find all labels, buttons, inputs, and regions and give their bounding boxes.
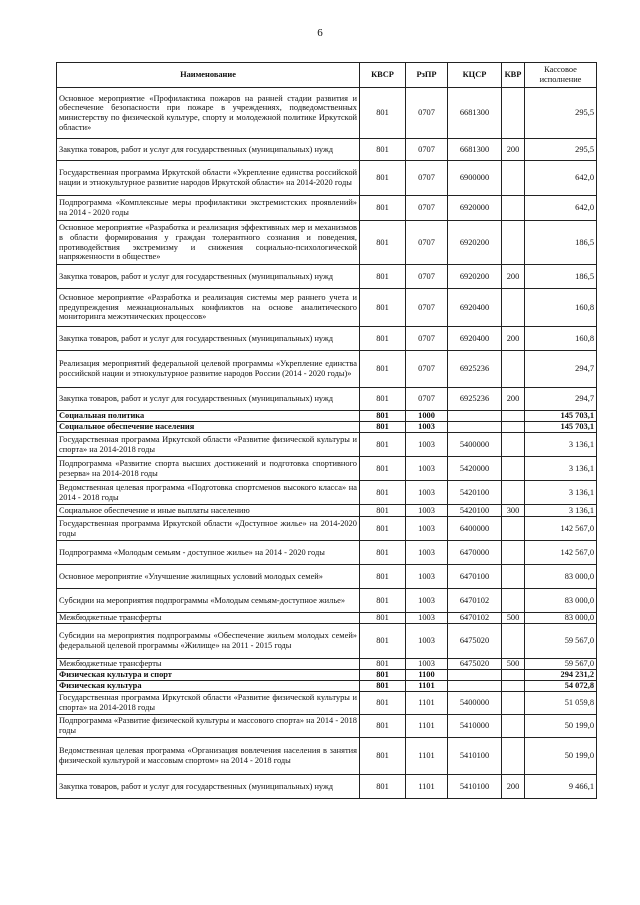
cell-sum: 83 000,0 — [525, 565, 597, 589]
table-row — [57, 624, 597, 659]
cell-kvr — [502, 351, 525, 388]
cell-kvsr: 801 — [360, 457, 406, 481]
cell-sum: 3 136,1 — [525, 433, 597, 457]
cell-sum: 186,5 — [525, 265, 597, 289]
cell-sum: 50 199,0 — [525, 738, 597, 775]
cell-kvr — [502, 457, 525, 481]
header-kcsr: КЦСР — [448, 63, 502, 88]
cell-kvr — [502, 289, 525, 327]
cell-kvsr: 801 — [360, 433, 406, 457]
cell-kcsr: 5410000 — [448, 715, 502, 738]
table-row — [57, 289, 597, 327]
cell-kcsr: 6920400 — [448, 289, 502, 327]
cell-kcsr: 6475020 — [448, 624, 502, 659]
cell-rzpr: 1003 — [406, 624, 448, 659]
cell-kvr — [502, 541, 525, 565]
cell-sum: 50 199,0 — [525, 715, 597, 738]
cell-sum: 9 466,1 — [525, 775, 597, 799]
cell-kcsr: 6470000 — [448, 541, 502, 565]
cell-sum: 3 136,1 — [525, 457, 597, 481]
cell-sum: 59 567,0 — [525, 624, 597, 659]
cell-kcsr: 6681300 — [448, 139, 502, 161]
table-row — [57, 670, 597, 681]
table-row — [57, 433, 597, 457]
cell-kvsr: 801 — [360, 422, 406, 433]
cell-kvr: 200 — [502, 388, 525, 411]
cell-sum: 142 567,0 — [525, 541, 597, 565]
table-row — [57, 411, 597, 422]
table-row — [57, 327, 597, 351]
cell-kvsr: 801 — [360, 289, 406, 327]
cell-name: Закупка товаров, работ и услуг для государственных (муниципальных) нужд — [57, 327, 360, 351]
cell-kcsr — [448, 681, 502, 692]
cell-kcsr: 6920200 — [448, 265, 502, 289]
cell-kvsr: 801 — [360, 589, 406, 613]
cell-name: Государственная программа Иркутской области «Развитие физической культуры и спорта» на 2014-2018 годы — [57, 692, 360, 715]
cell-kvsr: 801 — [360, 715, 406, 738]
cell-kvsr: 801 — [360, 624, 406, 659]
cell-kvsr: 801 — [360, 481, 406, 505]
cell-kvr: 300 — [502, 505, 525, 517]
cell-kvsr: 801 — [360, 327, 406, 351]
cell-kvsr: 801 — [360, 775, 406, 799]
table-row — [57, 161, 597, 196]
header-sum: Кассовое исполнение — [525, 63, 597, 88]
cell-sum: 145 703,1 — [525, 411, 597, 422]
cell-name: Государственная программа Иркутской области «Доступное жилье» на 2014-2020 годы — [57, 517, 360, 541]
cell-name: Закупка товаров, работ и услуг для государственных (муниципальных) нужд — [57, 388, 360, 411]
table-row — [57, 541, 597, 565]
cell-sum: 642,0 — [525, 196, 597, 221]
table-row — [57, 505, 597, 517]
cell-kvr: 200 — [502, 327, 525, 351]
cell-rzpr: 1003 — [406, 541, 448, 565]
cell-kcsr: 6925236 — [448, 351, 502, 388]
cell-name: Государственная программа Иркутской области «Укрепление единства российской нации и этнокультурное развитие народов Иркутской области» на 2014-2020 годы — [57, 161, 360, 196]
cell-name: Подпрограмма «Развитие физической культуры и массового спорта» на 2014 - 2018 годы — [57, 715, 360, 738]
cell-sum: 294,7 — [525, 351, 597, 388]
cell-kvsr: 801 — [360, 670, 406, 681]
cell-rzpr: 1003 — [406, 505, 448, 517]
cell-kcsr: 6900000 — [448, 161, 502, 196]
cell-rzpr: 1003 — [406, 422, 448, 433]
cell-name: Государственная программа Иркутской области «Развитие физической культуры и спорта» на 2014-2018 годы — [57, 433, 360, 457]
cell-kvsr: 801 — [360, 613, 406, 624]
cell-sum: 83 000,0 — [525, 613, 597, 624]
cell-kcsr: 6475020 — [448, 659, 502, 670]
cell-rzpr: 1101 — [406, 715, 448, 738]
cell-rzpr: 0707 — [406, 388, 448, 411]
cell-kvr — [502, 565, 525, 589]
cell-name: Основное мероприятие «Разработка и реализация эффективных мер и механизмов в области формирования у граждан толерантного сознания и поведения, противодействия экстремизму и снижения социально-психологической напряженности в обществе» — [57, 221, 360, 265]
cell-kcsr: 5400000 — [448, 692, 502, 715]
cell-name: Закупка товаров, работ и услуг для государственных (муниципальных) нужд — [57, 139, 360, 161]
cell-kvr: 200 — [502, 139, 525, 161]
cell-kvr — [502, 196, 525, 221]
cell-name: Основное мероприятие «Улучшение жилищных условий молодых семей» — [57, 565, 360, 589]
cell-rzpr: 1100 — [406, 670, 448, 681]
cell-rzpr: 1003 — [406, 433, 448, 457]
cell-name: Закупка товаров, работ и услуг для государственных (муниципальных) нужд — [57, 265, 360, 289]
cell-sum: 186,5 — [525, 221, 597, 265]
cell-sum: 142 567,0 — [525, 517, 597, 541]
cell-kcsr: 6920400 — [448, 327, 502, 351]
cell-kcsr: 6920200 — [448, 221, 502, 265]
cell-sum: 295,5 — [525, 88, 597, 139]
cell-kvr: 500 — [502, 613, 525, 624]
cell-kcsr: 5420100 — [448, 505, 502, 517]
table-row — [57, 388, 597, 411]
cell-kcsr: 6681300 — [448, 88, 502, 139]
table-row — [57, 589, 597, 613]
cell-kvsr: 801 — [360, 541, 406, 565]
cell-kcsr: 5410100 — [448, 775, 502, 799]
cell-rzpr: 0707 — [406, 196, 448, 221]
cell-kvsr: 801 — [360, 517, 406, 541]
cell-kcsr: 6470102 — [448, 589, 502, 613]
cell-kvr — [502, 221, 525, 265]
cell-kvr: 200 — [502, 775, 525, 799]
cell-kvr — [502, 715, 525, 738]
cell-kvsr: 801 — [360, 659, 406, 670]
cell-name: Закупка товаров, работ и услуг для государственных (муниципальных) нужд — [57, 775, 360, 799]
cell-sum: 3 136,1 — [525, 505, 597, 517]
table-row — [57, 481, 597, 505]
cell-kvsr: 801 — [360, 681, 406, 692]
cell-name: Физическая культура и спорт — [57, 670, 360, 681]
cell-kvsr: 801 — [360, 351, 406, 388]
cell-kcsr: 6470102 — [448, 613, 502, 624]
cell-kvr — [502, 161, 525, 196]
cell-kvr — [502, 481, 525, 505]
cell-kcsr: 5420000 — [448, 457, 502, 481]
cell-kvr — [502, 433, 525, 457]
cell-sum: 294 231,2 — [525, 670, 597, 681]
cell-kvsr: 801 — [360, 265, 406, 289]
cell-kcsr: 6920000 — [448, 196, 502, 221]
cell-kcsr: 6470100 — [448, 565, 502, 589]
cell-kvr: 500 — [502, 659, 525, 670]
cell-kvsr: 801 — [360, 139, 406, 161]
page-number: 6 — [317, 27, 323, 39]
header-name: Наименование — [57, 63, 360, 88]
cell-kvr — [502, 88, 525, 139]
table-row — [57, 139, 597, 161]
cell-name: Социальное обеспечение населения — [57, 422, 360, 433]
cell-kvr — [502, 589, 525, 613]
table-row — [57, 517, 597, 541]
cell-rzpr: 1000 — [406, 411, 448, 422]
cell-sum: 160,8 — [525, 327, 597, 351]
cell-kvsr: 801 — [360, 738, 406, 775]
cell-kvsr: 801 — [360, 221, 406, 265]
cell-kvr — [502, 738, 525, 775]
cell-name: Основное мероприятие «Профилактика пожаров на ранней стадии развития и обеспечение безопасности при пожаре в учреждениях, подведомственных министерству по физической культуре, спорту и молодежной политике Иркутской области» — [57, 88, 360, 139]
cell-name: Физическая культура — [57, 681, 360, 692]
table-row — [57, 351, 597, 388]
cell-sum: 294,7 — [525, 388, 597, 411]
cell-sum: 3 136,1 — [525, 481, 597, 505]
cell-rzpr: 0707 — [406, 161, 448, 196]
cell-kcsr — [448, 411, 502, 422]
cell-kvsr: 801 — [360, 88, 406, 139]
table-body — [57, 88, 597, 799]
cell-rzpr: 1003 — [406, 481, 448, 505]
cell-kvsr: 801 — [360, 161, 406, 196]
cell-name: Подпрограмма «Развитие спорта высших достижений и подготовка спортивного резерва» на 2014-2018 годы — [57, 457, 360, 481]
cell-kcsr: 6400000 — [448, 517, 502, 541]
cell-kvsr: 801 — [360, 196, 406, 221]
cell-sum: 54 072,8 — [525, 681, 597, 692]
header-rzpr: РзПР — [406, 63, 448, 88]
table-row — [57, 692, 597, 715]
cell-name: Реализация мероприятий федеральной целевой программы «Укрепление единства российской нации и этнокультурное развитие народов России (2014 - 2020 годы)» — [57, 351, 360, 388]
table-row — [57, 659, 597, 670]
cell-rzpr: 0707 — [406, 221, 448, 265]
cell-rzpr: 1101 — [406, 738, 448, 775]
cell-name: Ведомственная целевая программа «Подготовка спортсменов высокого класса» на 2014 - 2018 годы — [57, 481, 360, 505]
cell-rzpr: 1101 — [406, 681, 448, 692]
cell-name: Субсидии на мероприятия подпрограммы «Обеспечение жильем молодых семей» федеральной целевой программы «Жилище» на 2011 - 2015 годы — [57, 624, 360, 659]
cell-kvsr: 801 — [360, 388, 406, 411]
cell-name: Социальное обеспечение и иные выплаты населению — [57, 505, 360, 517]
cell-kvsr: 801 — [360, 411, 406, 422]
cell-rzpr: 0707 — [406, 351, 448, 388]
table-row — [57, 457, 597, 481]
cell-kcsr: 5410100 — [448, 738, 502, 775]
cell-sum: 642,0 — [525, 161, 597, 196]
cell-kvr — [502, 517, 525, 541]
cell-kvr — [502, 422, 525, 433]
cell-rzpr: 0707 — [406, 289, 448, 327]
table-row — [57, 422, 597, 433]
table-header-row — [57, 63, 597, 88]
table-row — [57, 88, 597, 139]
cell-kvr — [502, 411, 525, 422]
cell-rzpr: 1003 — [406, 613, 448, 624]
budget-table — [56, 62, 597, 799]
cell-rzpr: 1101 — [406, 775, 448, 799]
cell-rzpr: 1003 — [406, 457, 448, 481]
table-row — [57, 715, 597, 738]
table-row — [57, 775, 597, 799]
cell-name: Подпрограмма «Комплексные меры профилактики экстремистских проявлений» на 2014 - 2020 годы — [57, 196, 360, 221]
table-row — [57, 565, 597, 589]
cell-sum: 51 059,8 — [525, 692, 597, 715]
table-row — [57, 196, 597, 221]
cell-name: Ведомственная целевая программа «Организация вовлечения населения в занятия физической культурой и массовым спортом» на 2014 - 2018 годы — [57, 738, 360, 775]
cell-name: Субсидии на мероприятия подпрограммы «Молодым семьям-доступное жилье» — [57, 589, 360, 613]
cell-rzpr: 1101 — [406, 692, 448, 715]
header-kvr: КВР — [502, 63, 525, 88]
cell-kvr — [502, 670, 525, 681]
cell-kvr: 200 — [502, 265, 525, 289]
cell-name: Подпрограмма «Молодым семьям - доступное жилье» на 2014 - 2020 годы — [57, 541, 360, 565]
cell-rzpr: 1003 — [406, 659, 448, 670]
cell-name: Основное мероприятие «Разработка и реализация системы мер раннего учета и предупреждения межнациональных конфликтов на основе аналитического мониторинга межэтнических процессов» — [57, 289, 360, 327]
table-row — [57, 738, 597, 775]
cell-name: Социальная политика — [57, 411, 360, 422]
cell-kvsr: 801 — [360, 565, 406, 589]
table-row — [57, 613, 597, 624]
cell-sum: 295,5 — [525, 139, 597, 161]
cell-kvr — [502, 692, 525, 715]
cell-kvsr: 801 — [360, 505, 406, 517]
cell-rzpr: 0707 — [406, 327, 448, 351]
cell-rzpr: 0707 — [406, 88, 448, 139]
header-kvsr: КВСР — [360, 63, 406, 88]
cell-kcsr — [448, 670, 502, 681]
cell-kvr — [502, 624, 525, 659]
cell-sum: 145 703,1 — [525, 422, 597, 433]
cell-kcsr: 6925236 — [448, 388, 502, 411]
cell-sum: 83 000,0 — [525, 589, 597, 613]
cell-kvr — [502, 681, 525, 692]
cell-sum: 59 567,0 — [525, 659, 597, 670]
cell-sum: 160,8 — [525, 289, 597, 327]
table-row — [57, 265, 597, 289]
table-row — [57, 221, 597, 265]
cell-kvsr: 801 — [360, 692, 406, 715]
cell-kcsr — [448, 422, 502, 433]
cell-name: Межбюджетные трансферты — [57, 659, 360, 670]
cell-name: Межбюджетные трансферты — [57, 613, 360, 624]
cell-kcsr: 5400000 — [448, 433, 502, 457]
cell-rzpr: 1003 — [406, 565, 448, 589]
cell-rzpr: 1003 — [406, 517, 448, 541]
cell-rzpr: 0707 — [406, 139, 448, 161]
cell-rzpr: 1003 — [406, 589, 448, 613]
cell-rzpr: 0707 — [406, 265, 448, 289]
cell-kcsr: 5420100 — [448, 481, 502, 505]
table-row — [57, 681, 597, 692]
